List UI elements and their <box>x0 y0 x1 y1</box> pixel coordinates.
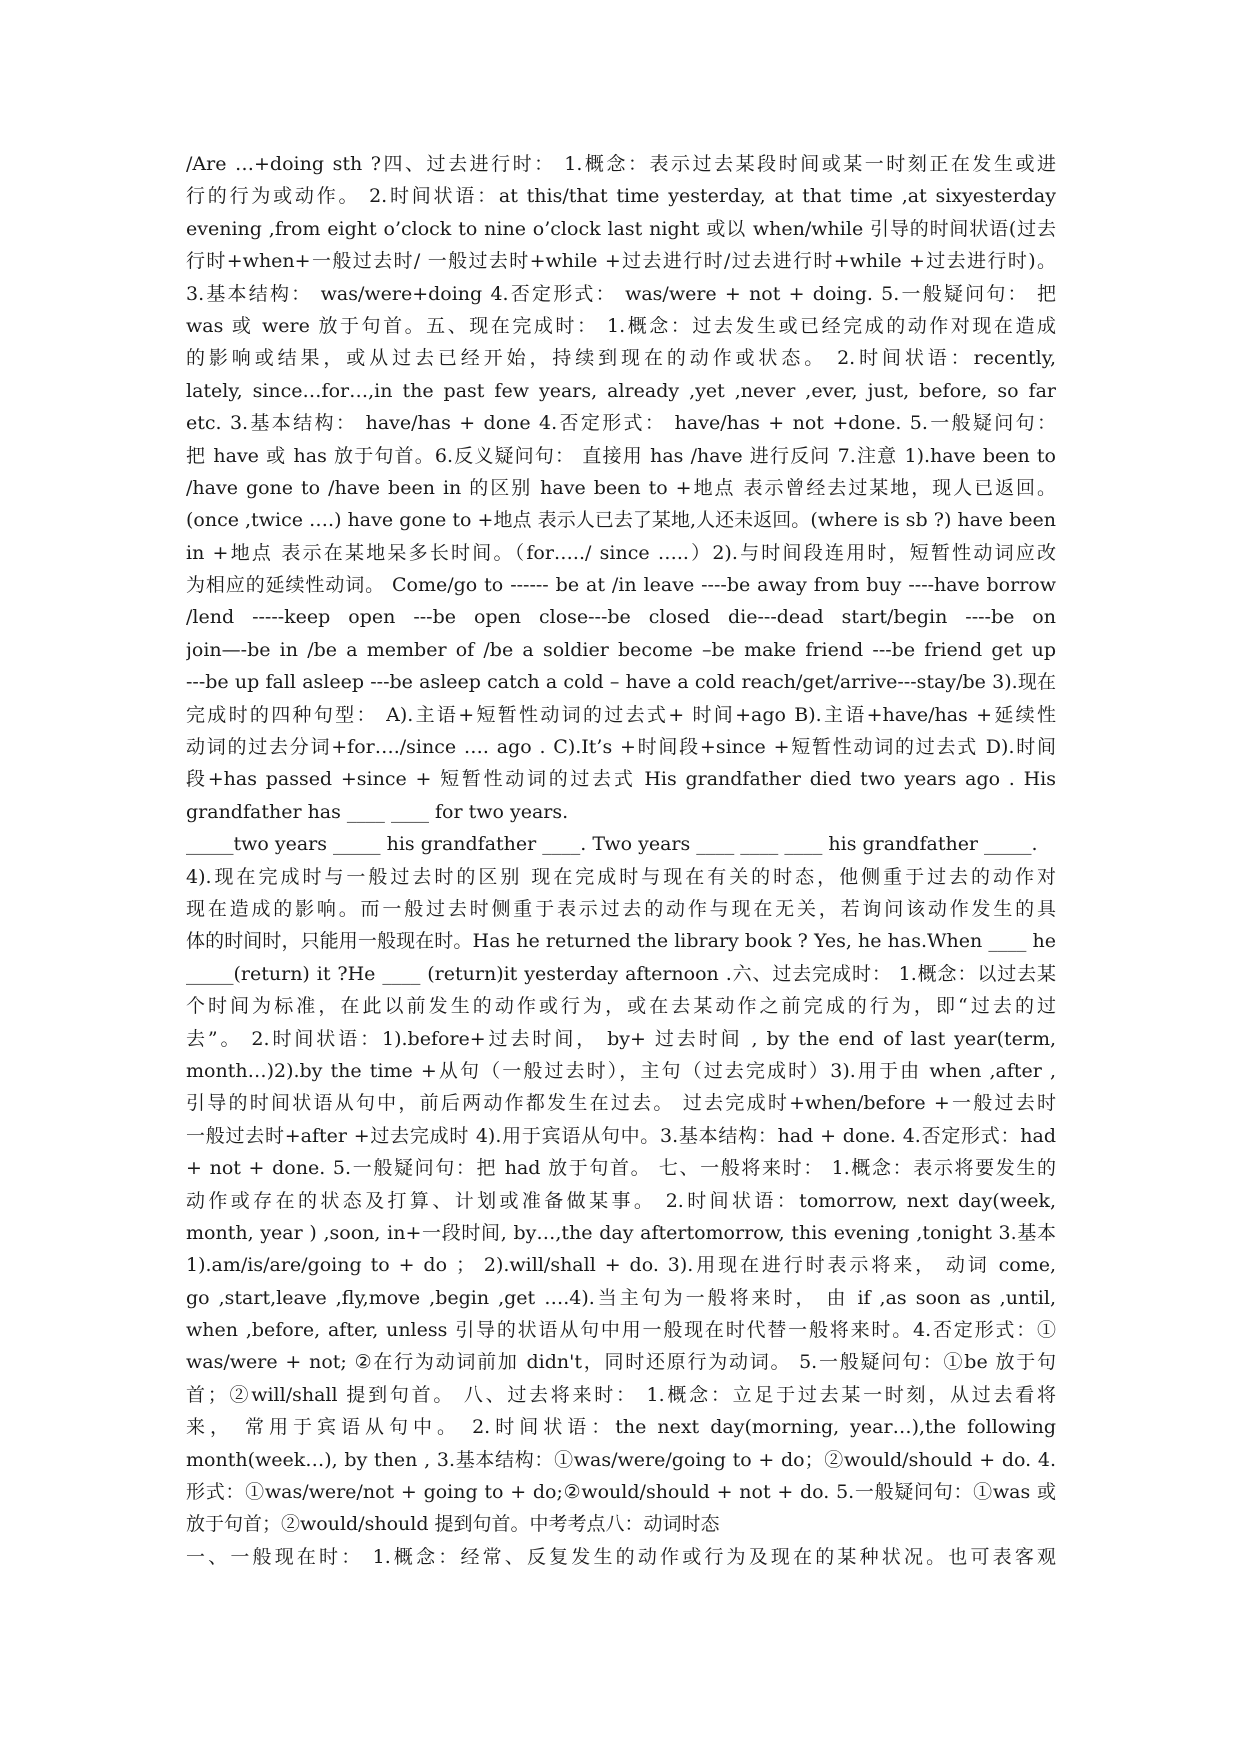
text-line: 把 have 或 has 放于句首。6.反义疑问句： 直接用 has /have 进行反问 7.注意 1).have been to <box>186 444 1056 467</box>
text-line: 首；②will/shall 提到句首。 八、过去将来时： 1.概念：立足于过去某一时刻，从过去看将 <box>186 1383 1056 1406</box>
text-line: (once ,twice ….) have gone to +地点 表示人已去了某地,人还未返回。(where is sb ?) have been <box>186 509 1056 532</box>
text-line: 1).am/is/are/going to + do ； 2).will/shall + do. 3).用现在进行时表示将来， 动词 come, <box>186 1254 1056 1277</box>
text-line: 体的时间时，只能用一般现在时。Has he returned the library book ? Yes, he has.When ____ he <box>186 930 1056 953</box>
text-line: _____(return) it ?He ____ (return)it yesterday afternoon .六、过去完成时： 1.概念：以过去某 <box>186 962 1056 985</box>
text-line: /Are …+doing sth ?四、过去进行时： 1.概念：表示过去某段时间或某一时刻正在发生或进 <box>186 153 1056 175</box>
text-line: month(week…), by then , 3.基本结构：①was/were/going to + do；②would/should + do. 4. <box>186 1448 1056 1471</box>
text-line: evening ,from eight o’clock to nine o’clock last night 或以 when/while 引导的时间状语(过去 <box>186 217 1056 240</box>
document-body <box>186 148 1056 1573</box>
text-line: /have gone to /have been in 的区别 have been to +地点 表示曾经去过某地，现人已返回。 <box>186 476 1056 499</box>
text-line: 一、一般现在时： 1.概念：经常、反复发生的动作或行为及现在的某种状况。也可表客观 <box>186 1545 1056 1568</box>
text-line: 引导的时间状语从句中，前后两动作都发生在过去。 过去完成时+when/before +一般过去时 <box>186 1092 1056 1115</box>
text-line: 个时间为标准，在此以前发生的动作或行为，或在去某动作之前完成的行为，即“过去的过 <box>186 995 1056 1018</box>
text-line: grandfather has ____ ____ for two years. <box>186 800 569 823</box>
text-line: 现在造成的影响。而一般过去时侧重于表示过去的动作与现在无关，若询问该动作发生的具 <box>186 897 1056 920</box>
text-line: go ,start,leave ,fly,move ,begin ,get ….4).当主句为一般将来时， 由 if ,as soon as ,until, <box>186 1286 1056 1309</box>
text-line: 行时+when+一般过去时/ 一般过去时+while +过去进行时/过去进行时+while +过去进行时)。 <box>186 250 1056 273</box>
text-line: when ,before, after, unless 引导的状语从句中用一般现在时代替一般将来时。4.否定形式：① <box>186 1319 1056 1342</box>
text-line: month…)2).by the time +从句（一般过去时），主句（过去完成时）3).用于由 when ,after , <box>186 1059 1056 1082</box>
text-line: join—-be in /be a member of /be a soldier become –be make friend ---be friend get up <box>186 638 1056 661</box>
text-line: lately, since…for…,in the past few years, already ,yet ,never ,ever, just, before, so far <box>186 379 1056 402</box>
text-line: 的影响或结果，或从过去已经开始，持续到现在的动作或状态。 2.时间状语：recently, <box>186 347 1056 370</box>
text-line: 3.基本结构： was/were+doing 4.否定形式： was/were + not + doing. 5.一般疑问句： 把 <box>186 282 1056 305</box>
text-line: + not + done. 5.一般疑问句：把 had 放于句首。 七、一般将来时： 1.概念：表示将要发生的 <box>186 1157 1056 1180</box>
text-line: 为相应的延续性动词。 Come/go to ------ be at /in leave ----be away from buy ----have borrow <box>186 574 1056 597</box>
text-line: 形式：①was/were/not + going to + do;②would/should + not + do. 5.一般疑问句：①was 或 <box>186 1481 1056 1504</box>
text-line: month, year ) ,soon, in+一段时间, by…,the day aftertomorrow, this evening ,tonight 3.基本 <box>186 1221 1056 1244</box>
text-line: 来， 常用于宾语从句中。 2.时间状语：the next day(morning, year…),the following <box>186 1416 1056 1439</box>
text-line: _____two years _____ his grandfather ____. Two years ____ ____ ____ his grandfather _____. <box>186 833 1038 856</box>
text-line: 4).现在完成时与一般过去时的区别 现在完成时与现在有关的时态，他侧重于过去的动作对 <box>186 865 1056 888</box>
text-line: ---be up fall asleep ---be asleep catch a cold – have a cold reach/get/arrive---stay/be 3).现在 <box>186 671 1056 694</box>
text-line: 行的行为或动作。 2.时间状语：at this/that time yesterday, at that time ,at sixyesterday <box>186 185 1056 208</box>
text-line: /lend -----keep open ---be open close---be closed die---dead start/begin ----be on <box>186 606 1056 629</box>
text-line: etc. 3.基本结构： have/has + done 4.否定形式： have/has + not +done. 5.一般疑问句： <box>186 412 1056 435</box>
text-line: in +地点 表示在某地呆多长时间。（for…../ since …..）2).与时间段连用时，短暂性动词应改 <box>186 541 1056 564</box>
text-line: 放于句首；②would/should 提到句首。中考考点八：动词时态 <box>186 1513 720 1536</box>
text-line: 一般过去时+after +过去完成时 4).用于宾语从句中。3.基本结构：had + done. 4.否定形式：had <box>186 1124 1056 1147</box>
text-line: 段+has passed +since + 短暂性动词的过去式 His grandfather died two years ago . His <box>186 768 1056 791</box>
text-line: was/were + not; ②在行为动词前加 didn't，同时还原行为动词。 5.一般疑问句：①be 放于句 <box>186 1351 1056 1374</box>
text-line: was 或 were 放于句首。五、现在完成时： 1.概念：过去发生或已经完成的动作对现在造成 <box>186 314 1056 337</box>
text-line: 完成时的四种句型： A).主语+短暂性动词的过去式+ 时间+ago B).主语+have/has +延续性 <box>186 703 1056 726</box>
text-line: 动作或存在的状态及打算、计划或准备做某事。 2.时间状语：tomorrow, next day(week, <box>186 1189 1056 1212</box>
text-line: 动词的过去分词+for…./since …. ago . C).It’s +时间段+since +短暂性动词的过去式 D).时间 <box>186 736 1056 759</box>
text-line: 去”。 2.时间状语：1).before+过去时间， by+ 过去时间 , by the end of last year(term, <box>186 1027 1056 1050</box>
